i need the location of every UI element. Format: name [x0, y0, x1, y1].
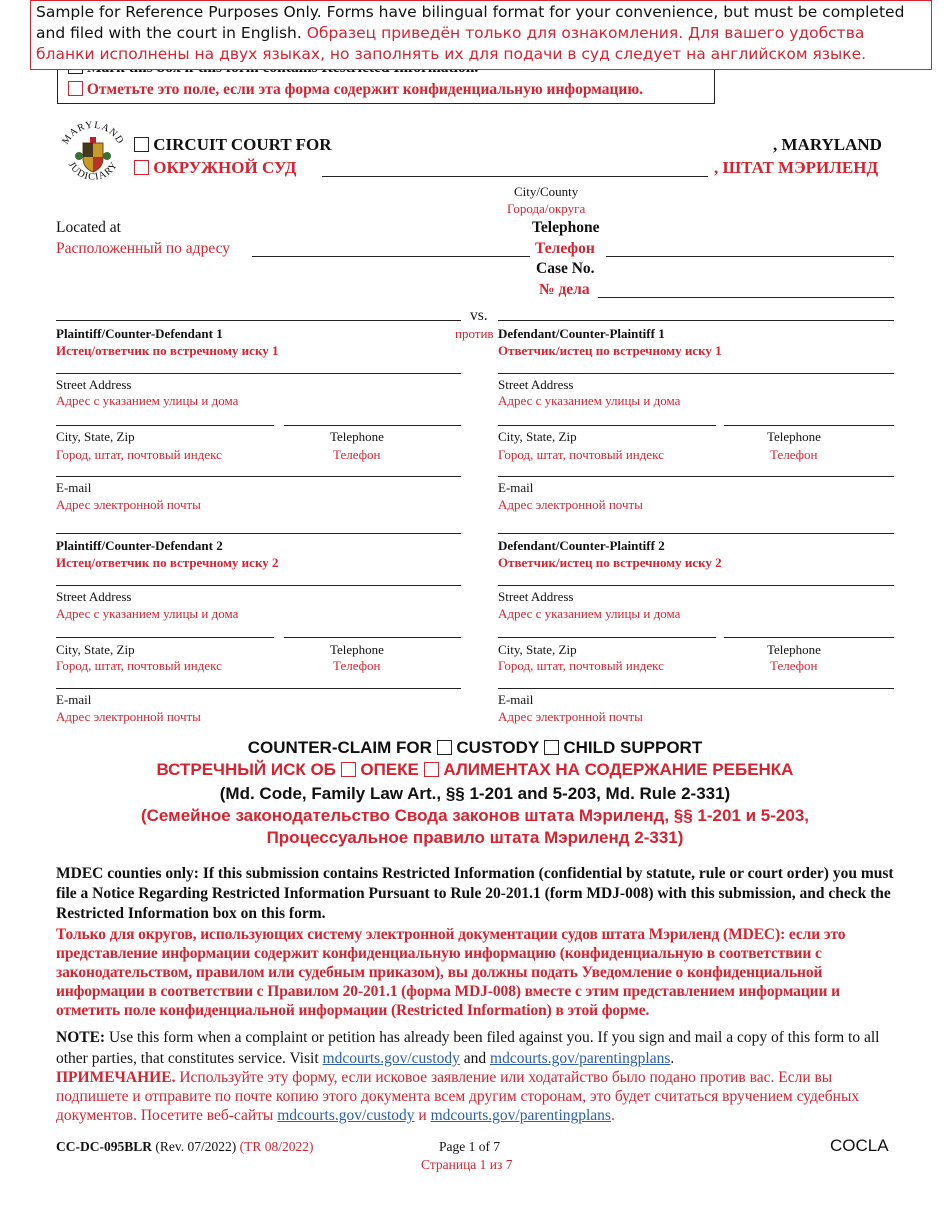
plaintiff2-label-en: Plaintiff/Counter-Defendant 2 — [56, 538, 223, 553]
case-number-line[interactable] — [598, 297, 894, 298]
parentingplans-link-ru[interactable]: mdcourts.gov/parentingplans — [430, 1107, 611, 1124]
restricted-checkbox-ru[interactable] — [68, 81, 83, 96]
defendant1-name-line[interactable] — [498, 320, 894, 321]
restricted-label-ru: Отметьте это поле, если эта форма содержит конфиденциальную информацию. — [86, 81, 644, 98]
child-support-checkbox[interactable] — [544, 740, 559, 755]
plaintiff1-tel-line[interactable] — [284, 425, 461, 426]
plaintiff1-name-line[interactable] — [56, 320, 461, 321]
plaintiff2-email-line[interactable] — [56, 688, 461, 689]
plaintiff2-tel-ru: Телефон — [333, 658, 381, 673]
defendant1-street-line[interactable] — [498, 373, 894, 374]
note-text-en: Use this form when a complaint or petition has already been filed against you. If you sign and mail a copy of this form to all other parties, that constitutes service. Visit — [56, 1029, 880, 1067]
title-citation-ru-1: (Семейное законодательство Свода законов штата Мэриленд, §§ 1-201 и 5-203, — [140, 806, 810, 825]
form-code: COCLA — [830, 1136, 889, 1155]
plaintiff2-street-en: Street Address — [56, 589, 132, 604]
defendant1-tel-line[interactable] — [724, 425, 894, 426]
seal-bottom-text: JUDICIARY — [65, 159, 121, 183]
court-label-en: CIRCUIT COURT FOR — [153, 135, 332, 154]
banner-text-en: Sample for Reference Purposes Only. Forms have bilingual format for your convenience, but must be completed and filed with the court in English. — [36, 3, 905, 42]
plaintiff1-email-en: E-mail — [56, 480, 92, 495]
child-support-label-ru: АЛИМЕНТАХ НА СОДЕРЖАНИЕ РЕБЕНКА — [443, 760, 794, 779]
note-label-en: NOTE: — [56, 1029, 106, 1046]
defendant1-street-ru: Адрес с указанием улицы и дома — [498, 393, 681, 408]
defendant1-email-en: E-mail — [498, 480, 534, 495]
plaintiff1-email-line[interactable] — [56, 476, 461, 477]
note-end-ru: . — [610, 1107, 615, 1124]
form-rev: (Rev. 07/2022) — [152, 1139, 237, 1154]
defendant2-email-en: E-mail — [498, 692, 534, 707]
custody-label: CUSTODY — [456, 738, 539, 757]
note-ru — [56, 1068, 896, 1125]
defendant2-city-ru: Город, штат, почтовый индекс — [498, 658, 664, 673]
child-support-label: CHILD SUPPORT — [563, 738, 703, 757]
plaintiff2-name-line[interactable] — [56, 533, 461, 534]
citycounty-label-en: City/County — [514, 184, 579, 199]
defendant1-street-en: Street Address — [498, 377, 574, 392]
located-address-line[interactable] — [252, 256, 530, 257]
defendant1-city-en: City, State, Zip — [498, 429, 577, 444]
child-support-checkbox-ru[interactable] — [424, 762, 439, 777]
plaintiff2-label-ru: Истец/ответчик по встречному иску 2 — [56, 555, 279, 570]
plaintiff1-street-ru: Адрес с указанием улицы и дома — [56, 393, 239, 408]
located-label-ru: Расположенный по адресу — [56, 240, 231, 257]
court-county-line[interactable] — [322, 176, 708, 177]
plaintiff2-city-en: City, State, Zip — [56, 642, 135, 657]
custody-link[interactable]: mdcourts.gov/custody — [322, 1050, 460, 1067]
citycounty-label-ru: Города/округа — [507, 201, 586, 216]
title-citation-ru-2: Процессуальное правило штата Мэриленд 2-331) — [266, 828, 684, 847]
plaintiff2-tel-line[interactable] — [284, 637, 461, 638]
parentingplans-link[interactable]: mdcourts.gov/parentingplans — [490, 1050, 671, 1067]
note-label-ru: ПРИМЕЧАНИЕ. — [56, 1069, 176, 1086]
seal-top-text: MARYLAND — [60, 119, 126, 147]
court-label-ru: ОКРУЖНОЙ СУД — [153, 158, 297, 177]
mdec-notice-en: MDEC counties only: If this submission contains Restricted Information (confidential by statute, rule or court order) you must file a Notice Regarding Restricted Information Pursuant to Rule 20-201.1 (form MDJ-008) with this submission, and check the Restricted Information box on this form. — [56, 865, 894, 922]
court-checkbox-ru[interactable] — [134, 160, 149, 175]
vs-label-ru: против — [455, 326, 494, 341]
court-title-en — [134, 135, 332, 155]
case-label-en: Case No. — [536, 260, 595, 277]
court-checkbox[interactable] — [134, 137, 149, 152]
reference-banner — [30, 0, 932, 70]
plaintiff2-email-en: E-mail — [56, 692, 92, 707]
plaintiff1-email-ru: Адрес электронной почты — [56, 497, 201, 512]
defendant1-tel-ru: Телефон — [770, 447, 818, 462]
defendant1-city-ru: Город, штат, почтовый индекс — [498, 447, 664, 462]
plaintiff1-city-ru: Город, штат, почтовый индекс — [56, 447, 222, 462]
defendant2-street-en: Street Address — [498, 589, 574, 604]
case-label-ru: № дела — [539, 281, 590, 298]
defendant2-name-line[interactable] — [498, 533, 894, 534]
custody-link-ru[interactable]: mdcourts.gov/custody — [277, 1107, 415, 1124]
court-state-ru: , ШТАТ МЭРИЛЕНД — [714, 158, 879, 177]
note-and-en: and — [459, 1050, 491, 1067]
defendant1-label-en: Defendant/Counter-Plaintiff 1 — [498, 326, 665, 341]
defendant1-label-ru: Ответчик/истец по встречному иску 1 — [498, 343, 722, 358]
custody-label-ru: ОПЕКЕ — [360, 760, 419, 779]
title-prefix-ru: ВСТРЕЧНЫЙ ИСК ОБ — [156, 760, 336, 779]
plaintiff1-label-ru: Истец/ответчик по встречному иску 1 — [56, 343, 279, 358]
defendant2-street-ru: Адрес с указанием улицы и дома — [498, 606, 681, 621]
defendant2-tel-line[interactable] — [724, 637, 894, 638]
form-id: CC-DC-095BLR — [56, 1139, 152, 1154]
note-text-ru: Используйте эту форму, если исковое заявление или ходатайство было подано против вас. Если вы подпишете и отправите по почте копию этого документа всем другим сторонам, это будет считаться вручением судебных документов. Посетите веб-сайты — [56, 1069, 860, 1124]
defendant2-email-line[interactable] — [498, 688, 894, 689]
footer-form-id — [56, 1139, 314, 1155]
title-line-en — [0, 738, 950, 758]
banner-text-ru: Образец приведён только для ознакомления. Для вашего удобства бланки исполнены на двух языках, но заполнять их для подачи в суд следует на английском языке. — [36, 24, 867, 63]
telephone-label-en: Telephone — [532, 219, 600, 236]
plaintiff1-label-en: Plaintiff/Counter-Defendant 1 — [56, 326, 223, 341]
plaintiff1-street-en: Street Address — [56, 377, 132, 392]
defendant2-email-ru: Адрес электронной почты — [498, 709, 643, 724]
court-telephone-line[interactable] — [606, 256, 894, 257]
court-state-en: , MARYLAND — [773, 135, 882, 154]
note-and-ru: и — [414, 1107, 431, 1124]
defendant2-city-en: City, State, Zip — [498, 642, 577, 657]
defendant2-tel-en: Telephone — [767, 642, 821, 657]
defendant2-label-en: Defendant/Counter-Plaintiff 2 — [498, 538, 665, 553]
page-number-ru: Страница 1 из 7 — [421, 1157, 513, 1172]
defendant1-city-line[interactable] — [498, 425, 716, 426]
plaintiff1-city-en: City, State, Zip — [56, 429, 135, 444]
defendant1-tel-en: Telephone — [767, 429, 821, 444]
mdec-notice-ru: Только для округов, использующих систему электронной документации судов штата Мэриленд (MDEC): если это представление информации содержит конфиденциальную информацию (конфиденциальную в соответствии с законодательством, правилом или судебным приказом), вы должны подать Уведомление о конфиденциальной информации в соответствии с Правилом 20-201.1 (форма MDJ-008) вместе с этим представлением информации и отметить поле конфиденциальной информации (Restricted Information) в этой форме. — [56, 926, 846, 1019]
telephone-label-ru: Телефон — [535, 240, 595, 257]
defendant2-street-line[interactable] — [498, 585, 894, 586]
maryland-judiciary-seal — [55, 116, 131, 192]
located-label-en: Located at — [56, 219, 121, 236]
title-line-ru — [0, 760, 950, 780]
defendant2-label-ru: Ответчик/истец по встречному иску 2 — [498, 555, 722, 570]
defendant1-email-ru: Адрес электронной почты — [498, 497, 643, 512]
page-number-en: Page 1 of 7 — [439, 1139, 501, 1154]
defendant1-email-line[interactable] — [498, 476, 894, 477]
plaintiff2-city-line[interactable] — [56, 637, 274, 638]
title-prefix-en: COUNTER-CLAIM FOR — [247, 738, 432, 757]
court-title-ru — [134, 158, 296, 178]
vs-label-en: vs. — [470, 307, 488, 324]
form-tr: (TR 08/2022) — [236, 1139, 314, 1154]
plaintiff2-street-ru: Адрес с указанием улицы и дома — [56, 606, 239, 621]
plaintiff2-city-ru: Город, штат, почтовый индекс — [56, 658, 222, 673]
plaintiff2-email-ru: Адрес электронной почты — [56, 709, 201, 724]
plaintiff2-street-line[interactable] — [56, 585, 461, 586]
title-citation-en: (Md. Code, Family Law Art., §§ 1-201 and 5-203, Md. Rule 2-331) — [219, 784, 731, 803]
plaintiff1-tel-en: Telephone — [330, 429, 384, 444]
plaintiff2-tel-en: Telephone — [330, 642, 384, 657]
note-end-en: . — [670, 1050, 675, 1067]
plaintiff1-city-line[interactable] — [56, 425, 274, 426]
defendant2-city-line[interactable] — [498, 637, 716, 638]
defendant2-tel-ru: Телефон — [770, 658, 818, 673]
plaintiff1-tel-ru: Телефон — [333, 447, 381, 462]
note-en — [56, 1027, 896, 1069]
plaintiff1-street-line[interactable] — [56, 373, 461, 374]
restricted-row-ru — [68, 81, 643, 99]
custody-checkbox-ru[interactable] — [341, 762, 356, 777]
custody-checkbox[interactable] — [437, 740, 452, 755]
